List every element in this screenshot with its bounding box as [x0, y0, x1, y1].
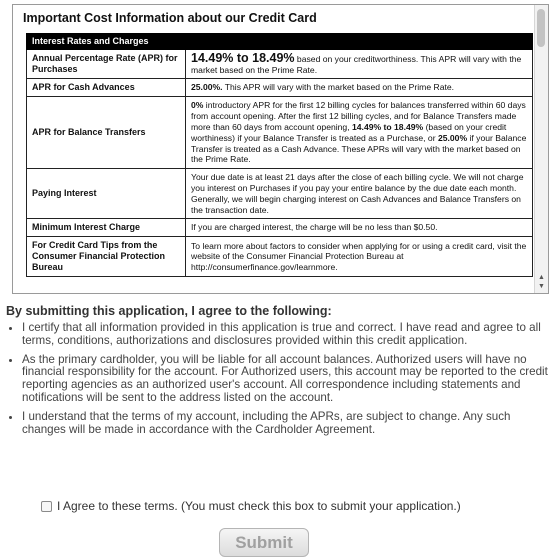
cash-advance-apr-detail: This APR will vary with the market based on the Prime Rate.	[222, 82, 455, 93]
balance-transfer-intro: 0%	[191, 100, 204, 111]
agree-terms-label[interactable]: I Agree to these terms. (You must check this box to submit your application.)	[57, 499, 461, 513]
row-value: Your due date is at least 21 days after the close of each billing cycle. We will not charge you interest on Purchases if you pay your entire balance by the due date each month. Generally, we will begin charging interest on Cash Advances and Balance Transfers on the transaction date.	[186, 169, 533, 219]
terms-scroll-box[interactable]	[12, 4, 549, 294]
scrollbar-thumb[interactable]	[537, 9, 545, 47]
row-value: To learn more about factors to consider when applying for or using a credit card, visit the website of the Consumer Financial Protection Bureau at http://consumerfinance.gov/learnmore.	[186, 237, 533, 277]
terms-content	[13, 5, 534, 293]
terms-scrollbar[interactable]	[534, 5, 548, 293]
row-value: If you are charged interest, the charge will be no less than $0.50.	[186, 219, 533, 237]
list-item: • I understand that the terms of my account, including the APRs, are subject to change. Any such changes will be made in accordance with the Cardholder Agreement.	[22, 411, 550, 437]
row-label: APR for Cash Advances	[27, 79, 186, 97]
agree-terms-row	[41, 499, 461, 513]
table-row	[27, 79, 533, 97]
table-row	[27, 97, 533, 169]
agree-terms-checkbox[interactable]	[41, 501, 52, 512]
table-row	[27, 169, 533, 219]
rates-table-header: Interest Rates and Charges	[27, 34, 533, 50]
list-item: • As the primary cardholder, you will be liable for all account balances. Authorized users will have no financial responsibility for the account. For Authorized users, this account may be reported to the credit reporting agencies as an authorized user's account. All correspondence including statements and notifications will be sent to the address listed on the account.	[22, 354, 550, 405]
agreement-list	[0, 322, 550, 442]
rates-table-header-row	[27, 34, 533, 50]
table-row	[27, 237, 533, 277]
balance-transfer-text: if your Balance Transfer is treated as a Cash Advance. These APRs will vary with the market based on the Prime Rate.	[191, 132, 527, 165]
row-value	[186, 49, 533, 79]
row-label: Paying Interest	[27, 169, 186, 219]
balance-transfer-cash-apr: 25.00%	[437, 132, 468, 143]
scroll-down-arrow-icon[interactable]: ▼	[538, 283, 545, 290]
row-value	[186, 97, 533, 169]
purchase-apr-detail: based on your creditworthiness. This APR will vary with the market based on the Prime Rate.	[191, 53, 522, 75]
row-label: For Credit Card Tips from the Consumer Financial Protection Bureau	[27, 237, 186, 277]
row-value	[186, 79, 533, 97]
table-row	[27, 49, 533, 79]
agreement-heading: By submitting this application, I agree to the following:	[6, 304, 332, 318]
row-label: APR for Balance Transfers	[27, 97, 186, 169]
purchase-apr-value: 14.49% to 18.49%	[191, 50, 295, 65]
balance-transfer-apr-range: 14.49% to 18.49%	[352, 121, 424, 132]
row-label: Minimum Interest Charge	[27, 219, 186, 237]
list-item: • I certify that all information provided in this application is true and correct. I have read and agree to all terms, conditions, authorizations and disclosures provided within this credit application.	[22, 322, 550, 348]
cash-advance-apr-value: 25.00%.	[191, 82, 223, 93]
submit-button[interactable]: Submit	[219, 528, 309, 557]
balance-transfer-text: introductory APR for the first 12 billing cycles for balances transferred within 60 days from account opening. After the first 12 billing cycles, and for Balance Transfers made more than 60 days from account opening,	[191, 100, 526, 132]
row-label: Annual Percentage Rate (APR) for Purchases	[27, 49, 186, 79]
terms-title: Important Cost Information about our Credit Card	[23, 11, 317, 25]
table-row	[27, 219, 533, 237]
balance-transfer-text: (based on your credit worthiness) if your Balance Transfer is treated as a Purchase, or	[191, 121, 507, 143]
rates-table	[26, 33, 533, 277]
scroll-up-arrow-icon[interactable]: ▲	[538, 274, 545, 281]
